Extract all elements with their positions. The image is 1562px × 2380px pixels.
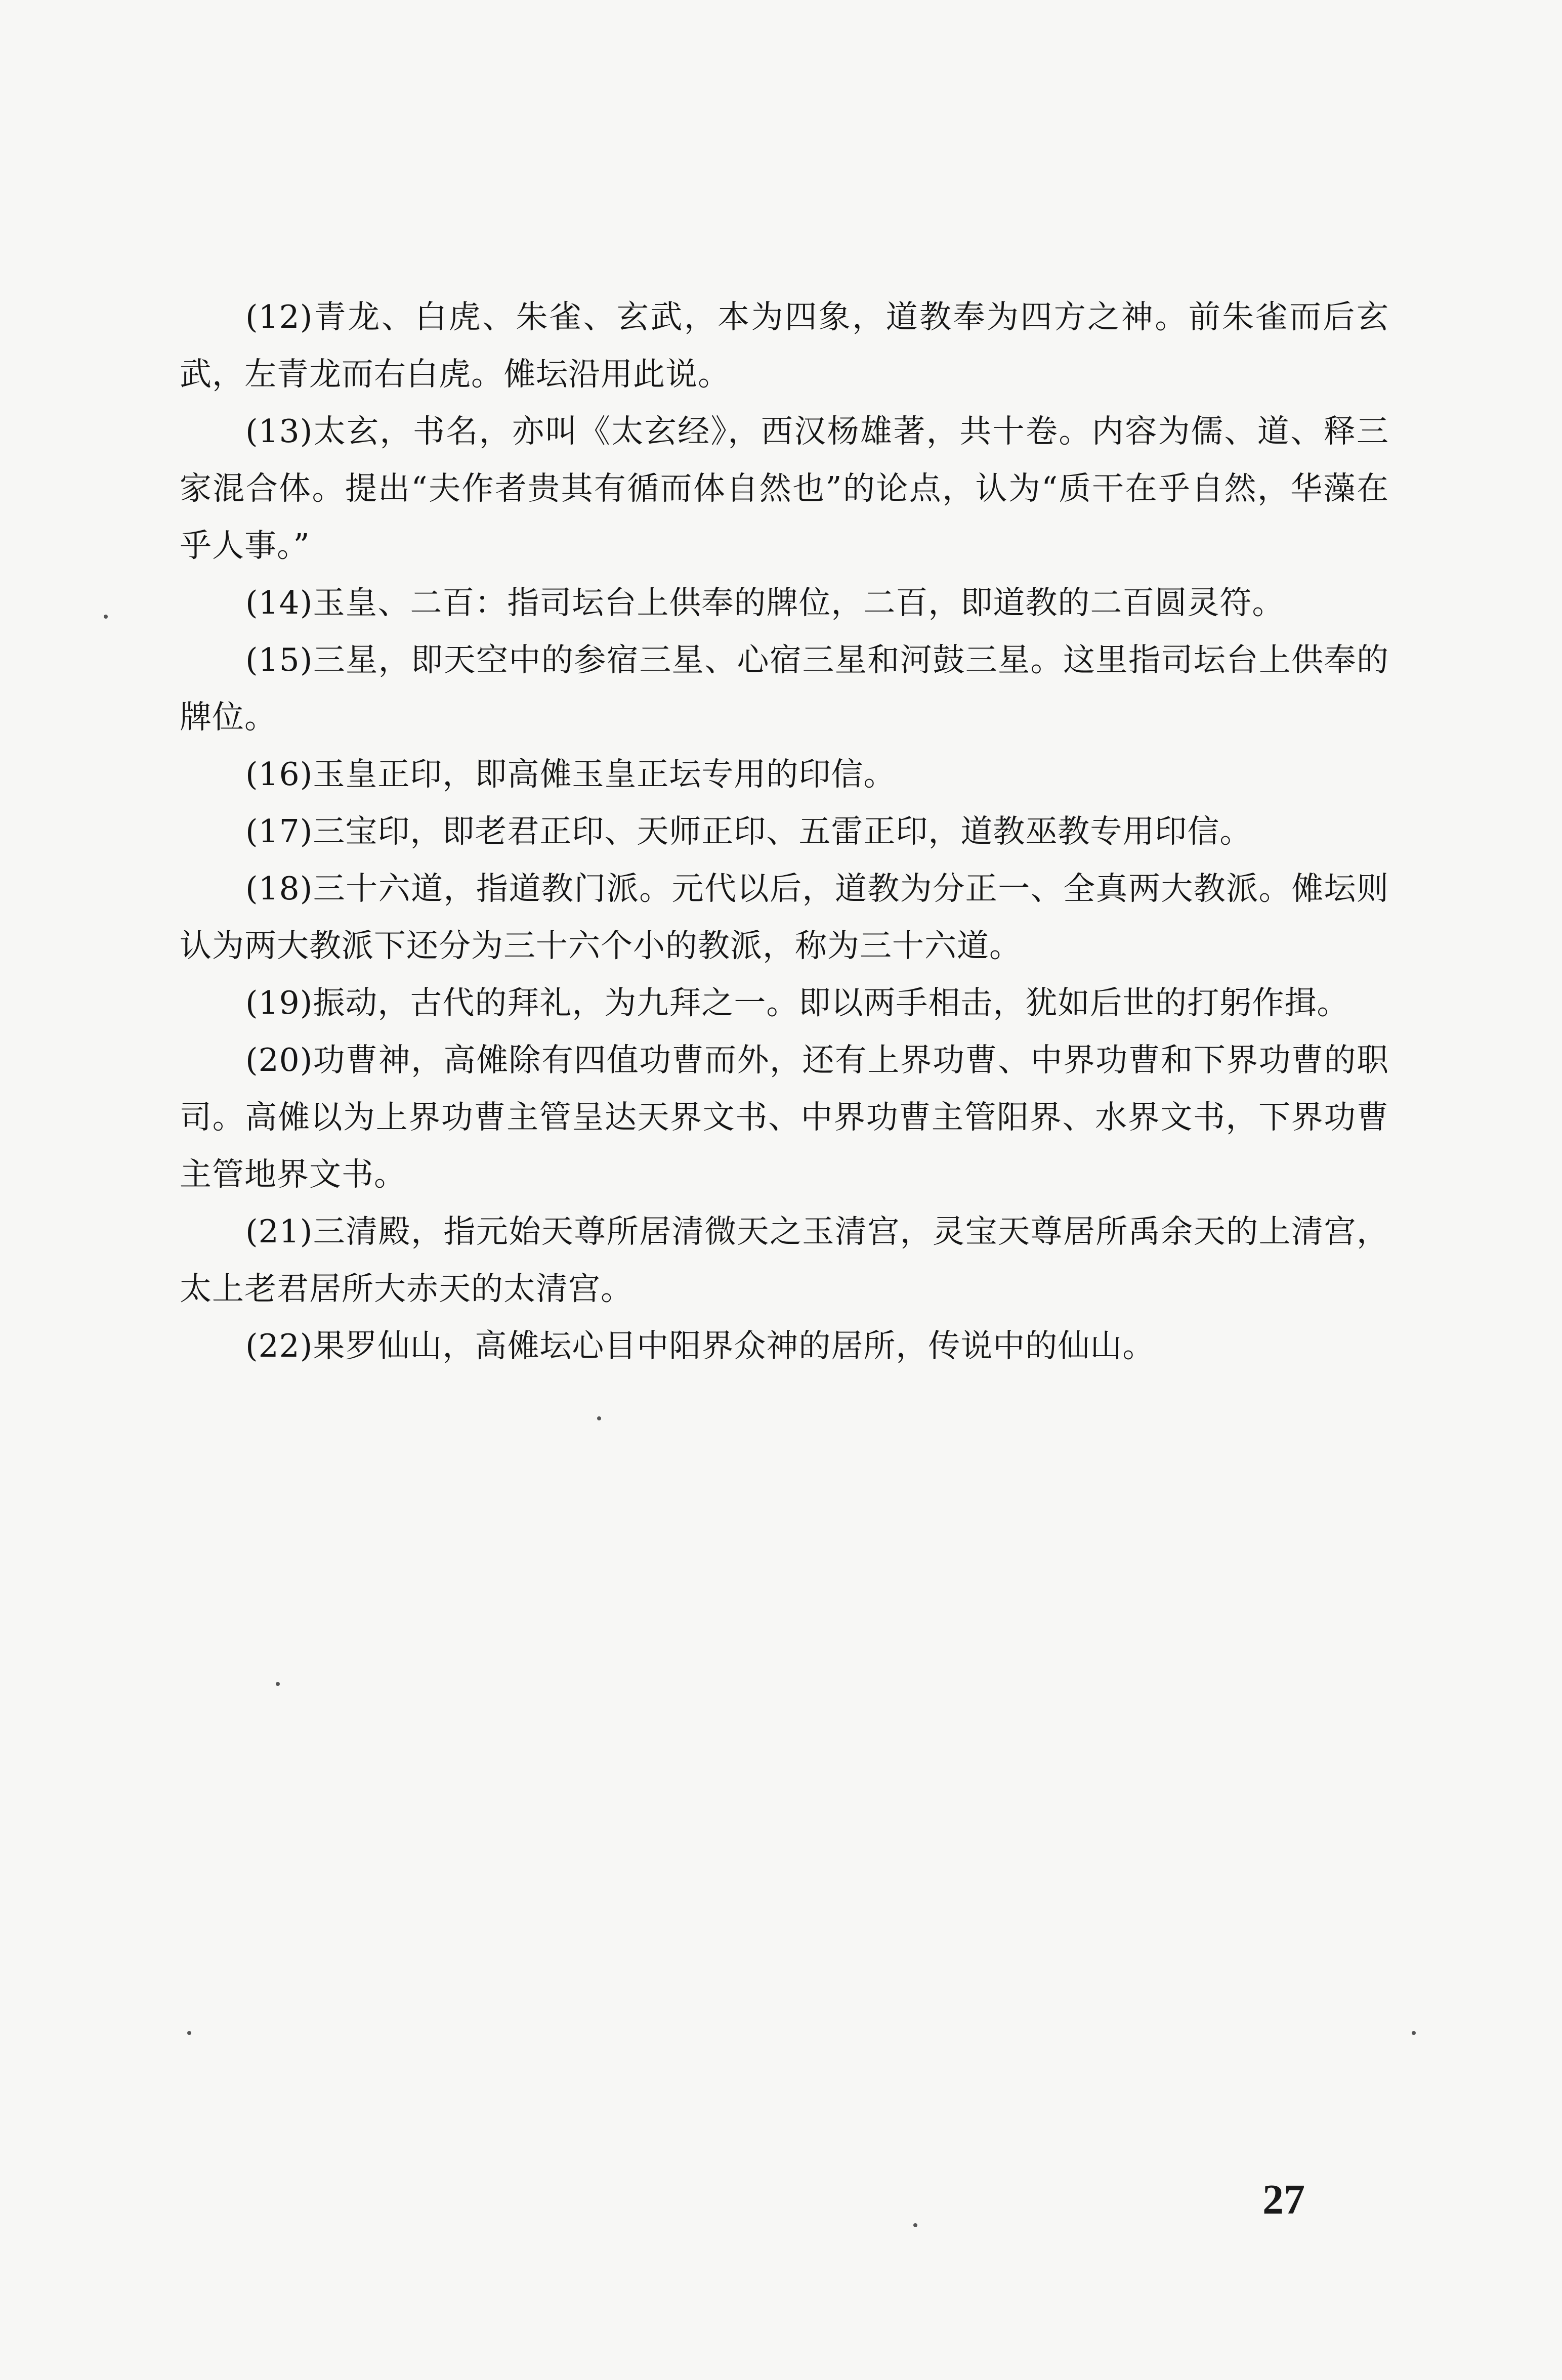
scan-speck bbox=[104, 615, 108, 619]
note-20: (20)功曹神，高傩除有四值功曹而外，还有上界功曹、中界功曹和下界功曹的职司。高傩以为上界功曹主管呈达天界文书、中界功曹主管阳界、水界文书，下界功曹主管地界文书。 bbox=[180, 1042, 1389, 1193]
note-21: (21)三清殿，指元始天尊所居清微天之玉清宫，灵宝天尊居所禹余天的上清宫，太上老君居所大赤天的太清宫。 bbox=[180, 1213, 1389, 1307]
scan-speck bbox=[1412, 2031, 1416, 2035]
note-15: (15)三星，即天空中的参宿三星、心宿三星和河鼓三星。这里指司坛台上供奉的牌位。 bbox=[180, 641, 1389, 735]
note-12: (12)青龙、白虎、朱雀、玄武，本为四象，道教奉为四方之神。前朱雀而后玄武，左青龙而右白虎。傩坛沿用此说。 bbox=[180, 298, 1389, 393]
note-13: (13)太玄，书名，亦叫《太玄经》，西汉杨雄著，共十卷。内容为儒、道、释三家混合体。提出“夫作者贵其有循而体自然也”的论点，认为“质干在乎自然，华藻在乎人事。” bbox=[180, 413, 1389, 564]
note-14: (14)玉皇、二百：指司坛台上供奉的牌位，二百，即道教的二百圆灵符。 bbox=[245, 584, 1285, 621]
scan-speck bbox=[597, 1416, 601, 1420]
note-19: (19)振动，古代的拜礼，为九拜之一。即以两手相击，犹如后世的打躬作揖。 bbox=[245, 984, 1349, 1021]
page-number: 27 bbox=[1262, 2176, 1305, 2223]
note-18: (18)三十六道，指道教门派。元代以后，道教为分正一、全真两大教派。傩坛则认为两大教派下还分为三十六个小的教派，称为三十六道。 bbox=[180, 870, 1389, 964]
notes-section bbox=[180, 288, 1389, 1374]
note-22: (22)果罗仙山，高傩坛心目中阳界众神的居所，传说中的仙山。 bbox=[245, 1327, 1155, 1364]
note-16: (16)玉皇正印，即高傩玉皇正坛专用的印信。 bbox=[245, 756, 896, 793]
scan-speck bbox=[276, 1682, 280, 1686]
scan-speck bbox=[913, 2223, 917, 2227]
note-17: (17)三宝印，即老君正印、天师正印、五雷正印，道教巫教专用印信。 bbox=[245, 813, 1252, 850]
scan-speck bbox=[187, 2031, 191, 2035]
